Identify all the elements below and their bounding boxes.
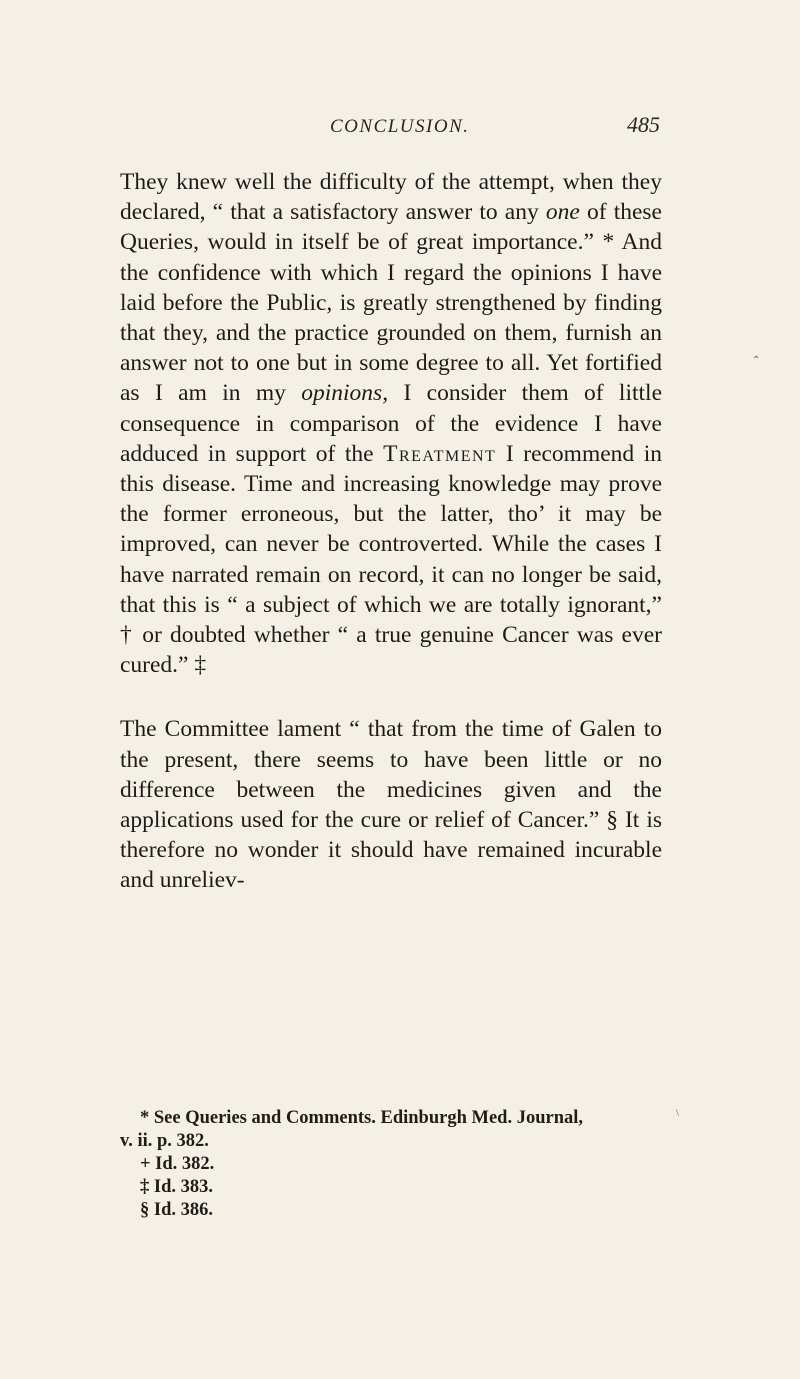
paragraph-1-part-b: of these Queries, would in itself be of great importance.” * And the confidence with which I regard the opinions I have laid before the Public, is greatly strengthened by finding that they, and the practice grounded on them, furnish an answer not to one but in some degree to all. Yet fortified as I am in my	[120, 199, 662, 407]
emphasis-opinions: opinions,	[301, 380, 389, 407]
page-number: 485	[627, 112, 660, 137]
paragraph-2: The Committee lament “ that from the time of Galen to the present, there seems to have been little or no difference between the medicines given and the applications used for the cure or relief of Cancer.” § It is therefore no wonder it should have remained incurable and unreliev-	[120, 716, 662, 894]
margin-mark: ⌃	[752, 355, 761, 366]
margin-mark: \	[676, 1108, 679, 1119]
paragraph-1-part-d: I recommend in this disease. Time and increasing knowledge may prove the former erroneous, but the latter, tho’ it may be improved, can never be controverted. While the cases I have narrated remain on record, it can no longer be said, that this is “ a subject of which we are totally ignorant,” † or doubted whether “ a true genuine Cancer was ever cured.” ‡	[120, 440, 663, 679]
footnote-1: * See Queries and Comments. Edinburgh Med. Journal,	[140, 1108, 584, 1128]
smallcaps-treatment: Treatment	[383, 440, 497, 467]
paragraph-1-part-a: They knew well the difficulty of the attempt, when they declared, “ that a satisfactory answer to any	[120, 169, 662, 226]
footnote-4: § Id. 386.	[140, 1200, 213, 1220]
page-header	[120, 112, 660, 156]
footnotes	[120, 1107, 680, 1222]
footnote-2: + Id. 382.	[140, 1154, 215, 1174]
footnote-3: ‡ Id. 383.	[140, 1177, 213, 1197]
running-head: CONCLUSION.	[330, 116, 470, 137]
body-text	[120, 167, 662, 896]
footnote-1-continued: v. ii. p. 382.	[120, 1131, 209, 1151]
paragraph-1	[120, 167, 662, 680]
emphasis-one: one	[545, 199, 580, 226]
paragraph-1-part-c: I consider them of little consequence in comparison of the evidence I have adduced in support of the	[120, 380, 662, 467]
